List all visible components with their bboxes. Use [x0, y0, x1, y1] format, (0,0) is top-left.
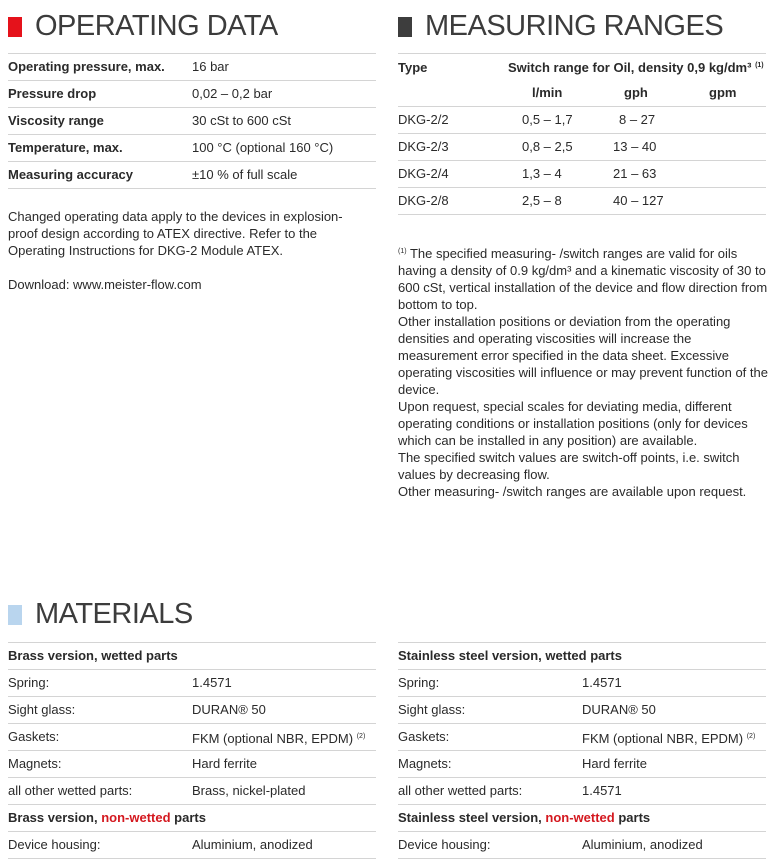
- table-row: Temperature, max. 100 °C (optional 160 °C): [8, 135, 376, 162]
- unit-lmin-header: l/min: [532, 85, 563, 100]
- brass-materials-table: [8, 642, 376, 859]
- measuring-footnote: $^{(1)}$ The specified measuring- /switch ranges are valid for oils having a density of 0.9 kg/dm³ and a kinematic viscosity of 30 to 600 cSt, vertical installation of the device and flow direction from bottom to top. Other installation positions or deviation from the operating densities and operating viscosities will increase the measurement error specified in the data sheet. Excessive operating viscosities will influence or may prevent function of the device. Upon request, special scales for deviating media, different operating conditions or installation positions (only for devices which can be installed in any position) are available. The specified switch values are switch-off points, i.e. switch values by decreasing flow. Other measuring- /switch ranges are available upon request.: [398, 246, 768, 499]
- unit-gpm-header: gpm: [709, 85, 737, 100]
- table-row: Spring: 1.4571: [398, 670, 766, 697]
- table-row: Viscosity range 30 cSt to 600 cSt: [8, 108, 376, 135]
- table-row: Device housing: Aluminium, anodized: [8, 832, 376, 859]
- brass-wetted-heading: Brass version, wetted parts: [8, 643, 376, 670]
- table-row: Gaskets: FKM (optional NBR, EPDM) $^{(2)}$: [8, 724, 376, 751]
- atex-note: Changed operating data apply to the devices in explosion-proof design according to ATEX directive. Refer to the Operating Instructions for DKG-2 Module ATEX.: [8, 209, 343, 258]
- measuring-ranges-table: [398, 53, 766, 215]
- materials-title: MATERIALS: [8, 598, 193, 631]
- table-row: Sight glass: DURAN® 50: [398, 697, 766, 724]
- table-row: DKG-2/2 0,5 – 1,7 8 – 27: [398, 107, 766, 134]
- table-row: Pressure drop 0,02 – 0,2 bar: [8, 81, 376, 108]
- table-row: all other wetted parts: 1.4571: [398, 778, 766, 805]
- table-row: Magnets: Hard ferrite: [398, 751, 766, 778]
- measuring-ranges-title: MEASURING RANGES: [398, 10, 723, 43]
- dark-square-icon: [398, 17, 412, 37]
- table-row: Magnets: Hard ferrite: [8, 751, 376, 778]
- operating-data-table: [8, 53, 376, 189]
- table-row: DKG-2/3 0,8 – 2,5 13 – 40: [398, 134, 766, 161]
- table-row: DKG-2/8 2,5 – 8 40 – 127: [398, 188, 766, 215]
- table-row: Measuring accuracy ±10 % of full scale: [8, 162, 376, 189]
- blue-square-icon: [8, 605, 22, 625]
- table-row: Gaskets: FKM (optional NBR, EPDM) $^{(2)}$: [398, 724, 766, 751]
- table-header: [398, 54, 766, 107]
- col-range-header: Switch range for Oil, density 0,9 kg/dm³ $^{(1)}$: [508, 60, 764, 75]
- operating-data-title: OPERATING DATA: [8, 10, 278, 43]
- table-row: Sight glass: DURAN® 50: [8, 697, 376, 724]
- table-row: Spring: 1.4571: [8, 670, 376, 697]
- table-row: Device housing: Aluminium, anodized: [398, 832, 766, 859]
- steel-nonwetted-heading: Stainless steel version, non-wetted parts: [398, 805, 766, 832]
- steel-wetted-heading: Stainless steel version, wetted parts: [398, 643, 766, 670]
- col-type-header: Type: [398, 60, 428, 75]
- brass-nonwetted-heading: Brass version, non-wetted parts: [8, 805, 376, 832]
- unit-gph-header: gph: [624, 85, 648, 100]
- table-row: Operating pressure, max. 16 bar: [8, 54, 376, 81]
- table-row: all other wetted parts: Brass, nickel-plated: [8, 778, 376, 805]
- download-link[interactable]: Download: www.meister-flow.com: [8, 277, 202, 292]
- red-square-icon: [8, 17, 22, 37]
- table-row: DKG-2/4 1,3 – 4 21 – 63: [398, 161, 766, 188]
- steel-materials-table: [398, 642, 766, 859]
